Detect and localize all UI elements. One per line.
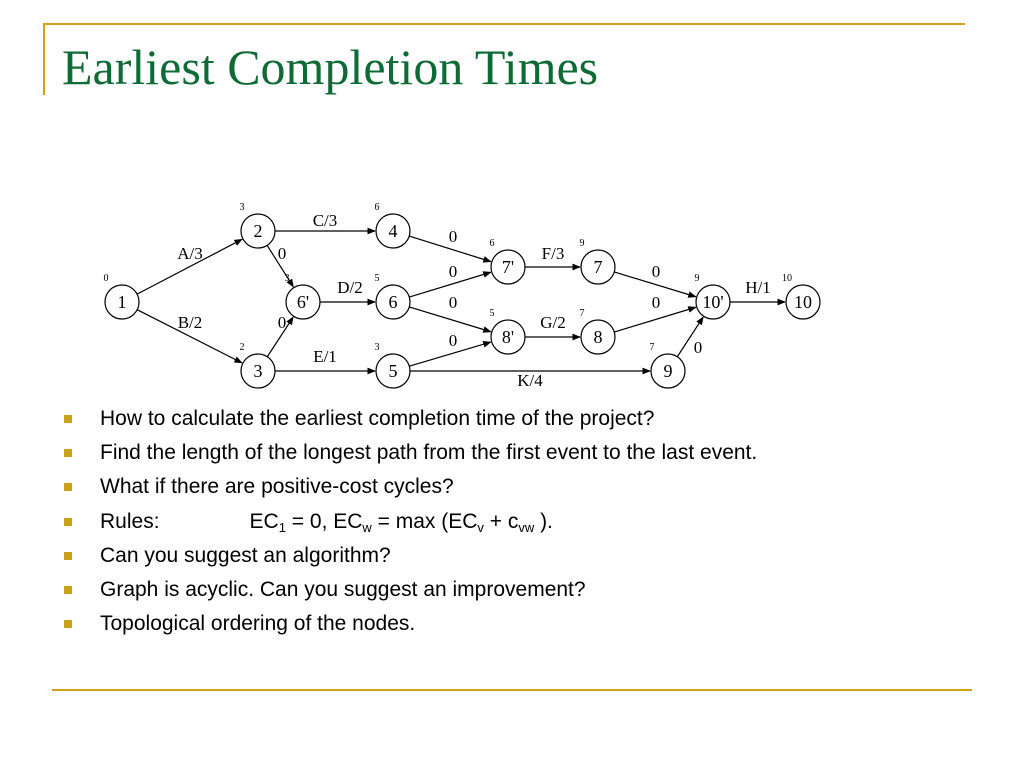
graph-node xyxy=(695,273,731,319)
graph-node xyxy=(782,273,820,319)
node-label: 5 xyxy=(388,361,398,381)
rules-label: Rules: xyxy=(100,509,160,533)
node-label: 6 xyxy=(388,292,398,312)
node-time-label: 6 xyxy=(489,238,495,249)
node-time-label: 5 xyxy=(374,273,380,284)
edge-label: E/1 xyxy=(313,347,337,366)
bullet-marker xyxy=(64,620,72,628)
bullet-text: How to calculate the earliest completion time of the project? xyxy=(100,407,655,430)
bullet-item xyxy=(62,436,982,470)
edge-label: K/4 xyxy=(517,371,543,390)
bullet-marker xyxy=(64,415,72,423)
node-time-label: 7 xyxy=(649,342,655,353)
edge-label: 0 xyxy=(448,227,458,246)
graph-node xyxy=(375,342,411,388)
bullet-list xyxy=(62,402,982,641)
node-time-label: 7 xyxy=(579,308,585,319)
graph-node xyxy=(240,202,276,248)
graph-node xyxy=(375,273,411,319)
node-time-label: 6 xyxy=(374,202,380,213)
bullet-text: Graph is acyclic. Can you suggest an improvement? xyxy=(100,577,586,601)
node-label: 7 xyxy=(593,257,603,277)
node-time-label: 3 xyxy=(284,273,290,284)
node-time-label: 9 xyxy=(694,273,700,284)
node-time-label: 3 xyxy=(239,202,245,213)
node-time-label: 9 xyxy=(579,238,585,249)
node-label: 3 xyxy=(253,361,263,381)
node-time-label: 2 xyxy=(239,342,245,353)
bullet-item xyxy=(62,470,982,504)
graph-node xyxy=(240,342,276,388)
bullet-text: Can you suggest an algorithm? xyxy=(100,543,391,567)
edge-label: D/2 xyxy=(337,278,363,297)
bullet-text: Find the length of the longest path from the first event to the last event. xyxy=(100,441,758,465)
node-label: 6' xyxy=(296,292,310,312)
bullet-marker xyxy=(64,552,72,560)
edge-label: 0 xyxy=(448,331,458,350)
edge-label: 0 xyxy=(277,313,287,332)
node-label: 10 xyxy=(794,292,812,312)
bullet-item-rules xyxy=(62,505,982,539)
edge-label: B/2 xyxy=(177,313,203,332)
bullet-text: Topological ordering of the nodes. xyxy=(100,612,416,636)
bullet-text: What if there are positive-cost cycles? xyxy=(100,475,454,499)
edge-label: A/3 xyxy=(177,244,203,263)
edge-label: H/1 xyxy=(745,278,771,297)
graph-node xyxy=(490,308,526,354)
bullet-item xyxy=(62,573,982,607)
graph-node xyxy=(580,238,616,284)
node-label: 8 xyxy=(593,327,603,347)
node-time-label: 10 xyxy=(782,273,792,284)
bullet-item xyxy=(62,402,982,436)
graph-node xyxy=(650,342,686,388)
edge-label: 0 xyxy=(448,262,458,281)
frame-accent-bottom xyxy=(52,689,972,691)
graph-node xyxy=(580,308,616,354)
edge-label: G/2 xyxy=(540,313,566,332)
frame-accent-vertical xyxy=(43,23,45,95)
node-label: 7' xyxy=(501,257,515,277)
bullet-item xyxy=(62,539,982,573)
frame-accent-top xyxy=(43,23,965,25)
graph-node xyxy=(104,273,140,319)
edge-label: C/3 xyxy=(312,211,338,230)
bullet-marker xyxy=(64,449,72,457)
node-label: 10' xyxy=(702,292,724,312)
node-time-label: 5 xyxy=(489,308,495,319)
node-time-label: 0 xyxy=(103,273,109,284)
edge-label: 0 xyxy=(448,293,458,312)
slide-title: Earliest Completion Times xyxy=(62,39,599,95)
bullet-marker xyxy=(64,483,72,491)
activity-node-graph xyxy=(100,196,840,396)
node-time-label: 3 xyxy=(374,342,380,353)
graph-node xyxy=(490,238,526,284)
node-label: 2 xyxy=(253,221,263,241)
graph-node xyxy=(285,273,321,319)
bullet-marker xyxy=(64,518,72,526)
edge-label: 0 xyxy=(651,262,661,281)
graph-node xyxy=(375,202,411,248)
node-label: 8' xyxy=(501,327,515,347)
edge-label: 0 xyxy=(651,293,661,312)
edge-label: F/3 xyxy=(541,244,565,263)
edge-label: 0 xyxy=(693,338,703,357)
bullet-marker xyxy=(64,586,72,594)
node-label: 1 xyxy=(117,292,127,312)
rules-formula: $EC_1 = 0$, $EC_w = \max (EC_v + c_{vw}$ ). xyxy=(249,509,553,535)
bullet-item xyxy=(62,607,982,641)
node-label: 9 xyxy=(663,361,673,381)
node-label: 4 xyxy=(388,221,398,241)
edge-label: 0 xyxy=(277,244,287,263)
